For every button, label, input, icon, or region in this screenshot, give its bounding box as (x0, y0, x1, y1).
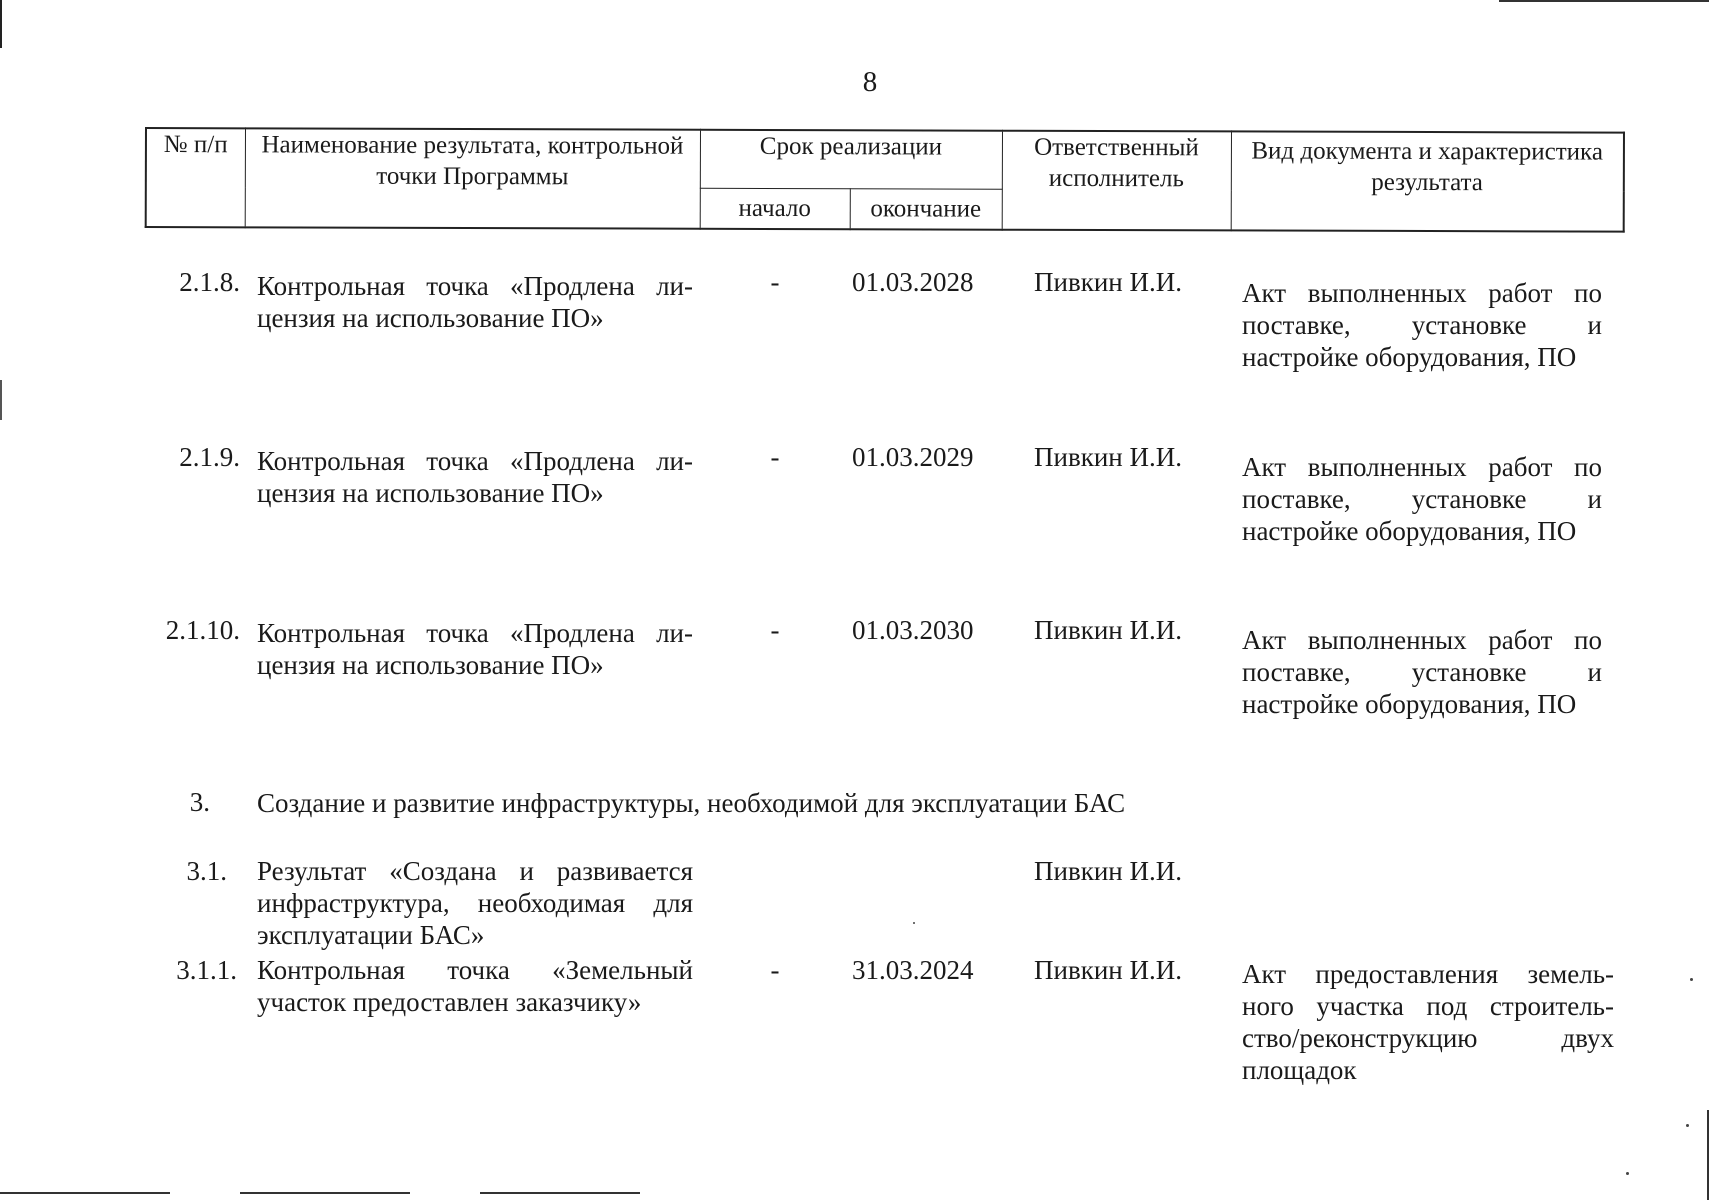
scan-edge-mark (0, 380, 2, 420)
scan-speck (913, 922, 915, 924)
header-name: Наименование результата, контрольной точки Программы (245, 128, 700, 228)
row-document: Акт выполненных работ по поставке, установке и настройке оборудования, ПО (1242, 452, 1602, 546)
row-end: 01.03.2030 (852, 615, 974, 645)
row-end: 01.03.2028 (852, 267, 974, 297)
section-number: 3. (189, 787, 210, 817)
row-responsible: Пивкин И.И. (1034, 442, 1182, 472)
row-start: - (770, 267, 780, 297)
table-header (145, 127, 1625, 233)
row-document: Акт выполненных работ по поставке, установке и настройке оборудования, ПО (1242, 625, 1602, 719)
header-document: Вид документа и характеристика результата (1231, 131, 1624, 231)
header-period: Срок реализации (700, 130, 1002, 190)
row-responsible: Пивкин И.И. (1034, 856, 1182, 886)
scan-speck (1686, 1124, 1689, 1127)
section-title: Создание и развитие инфраструктуры, необходимой для эксплуатации БАС (257, 788, 1126, 818)
row-responsible: Пивкин И.И. (1034, 955, 1182, 985)
header-end: окончание (850, 189, 1002, 230)
row-responsible: Пивкин И.И. (1034, 267, 1182, 297)
scan-speck (1690, 978, 1693, 981)
header-start: начало (700, 188, 850, 229)
row-number: 3.1. (186, 856, 227, 886)
header-number: № п/п (146, 128, 245, 227)
page-number: 8 (862, 66, 878, 98)
row-name: Контрольная точка «Продлена ли-цензия на использование ПО» (257, 446, 693, 508)
row-name: Контрольная точка «Продлена ли-цензия на использование ПО» (257, 271, 693, 333)
scan-speck (1626, 1172, 1629, 1175)
row-end: 01.03.2029 (852, 442, 974, 472)
row-name: Контрольная точка «Земельный участок предоставлен заказчику» (257, 955, 693, 1017)
scan-edge-mark (0, 0, 2, 48)
row-start: - (770, 442, 780, 472)
row-document: Акт выполненных работ по поставке, установке и настройке оборудования, ПО (1242, 278, 1602, 372)
row-name: Результат «Создана и развивается инфраструктура, необходимая для эксплуатации БАС» (257, 856, 693, 950)
row-start: - (770, 615, 780, 645)
row-number: 2.1.8. (179, 267, 240, 297)
row-document: Акт предоставления земель-ного участка под строитель-ство/реконструкцию двух площадок (1242, 959, 1614, 1085)
scan-bottom-line (0, 1192, 640, 1194)
row-end: 31.03.2024 (852, 955, 974, 985)
row-responsible: Пивкин И.И. (1034, 615, 1182, 645)
row-start: - (770, 955, 780, 985)
row-number: 2.1.9. (179, 442, 240, 472)
row-number: 3.1.1. (176, 955, 237, 985)
header-responsible: Ответственный исполнитель (1002, 131, 1231, 231)
scan-edge-mark (1499, 0, 1709, 2)
row-name: Контрольная точка «Продлена ли-цензия на использование ПО» (257, 618, 693, 680)
row-number: 2.1.10. (165, 615, 240, 645)
